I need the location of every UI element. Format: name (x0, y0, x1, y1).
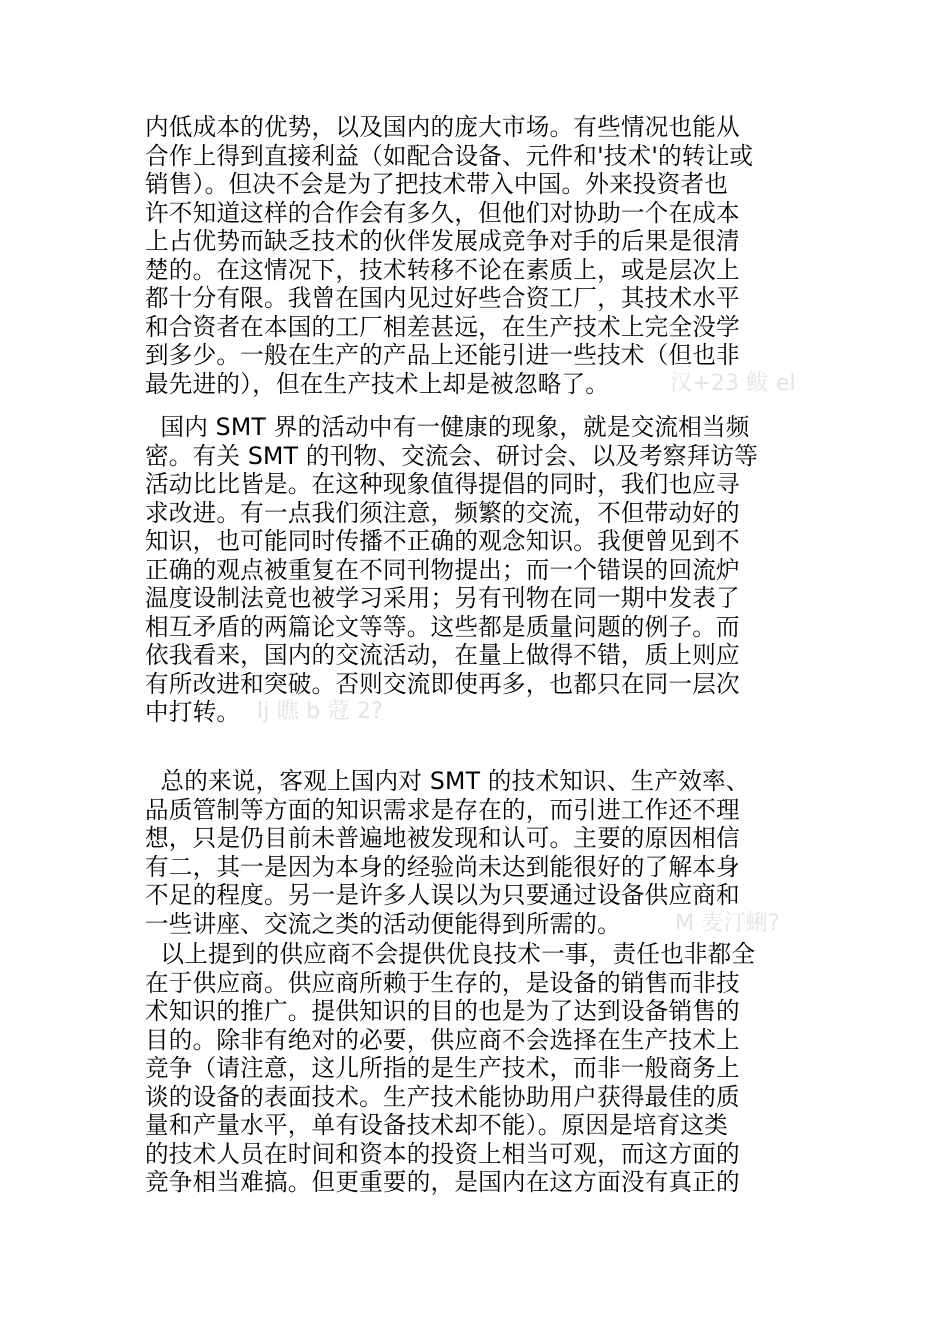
faint-watermark-text: lj 瞧 b 蒄 2? (257, 699, 384, 724)
paragraph-3 (145, 767, 809, 938)
paragraph-line: 以上提到的供应商不会提供优良技术一事，责任也非都全 (145, 940, 756, 968)
paragraph-line: 内低成本的优势，以及国内的庞大市场。有些情况也能从 (145, 113, 740, 141)
paragraph-line: 不足的程度。另一是许多人误以为只要通过设备供应商和 (145, 881, 740, 909)
paragraph-line: 许不知道这样的合作会有多久，但他们对协助一个在成本 (145, 198, 740, 227)
paragraph-4 (145, 940, 809, 1197)
paragraph-line: 竞争相当难搞。但更重要的，是国内在这方面没有真正的 (145, 1168, 740, 1196)
paragraph-line: 有二，其一是因为本身的经验尚未达到能很好的了解本身 (145, 852, 740, 881)
paragraph-line: 正确的观点被重复在不同刊物提出；而一个错误的回流炉 (145, 555, 740, 584)
paragraph-line: 温度设制法竟也被学习采用；另有刊物在同一期中发表了 (145, 584, 740, 612)
paragraph-line: 都十分有限。我曾在国内见过好些合资工厂，其技术水平 (145, 284, 740, 312)
paragraph-line: 术知识的推广。提供知识的目的也是为了达到设备销售的 (145, 997, 740, 1025)
paragraph-line: 相互矛盾的两篇论文等等。这些都是质量问题的例子。而 (145, 612, 740, 641)
paragraph-line: 活动比比皆是。在这种现象值得提倡的同时，我们也应寻 (145, 470, 740, 498)
paragraph-line: 最先进的），但在生产技术上却是被忽略了。 (145, 369, 610, 398)
paragraph-line: 品质管制等方面的知识需求是存在的，而引进工作还不理 (145, 795, 740, 824)
paragraph-line: 密。有关 SMT 的刊物、交流会、研讨会、以及考察拜访等 (145, 441, 758, 470)
paragraph-line: 到多少。一般在生产的产品上还能引进一些技术（但也非 (145, 341, 740, 369)
paragraph-line: 依我看来，国内的交流活动，在量上做得不错，质上则应 (145, 641, 740, 669)
paragraph-line: 有所改进和突破。否则交流即使再多，也都只在同一层次 (145, 669, 740, 698)
faint-watermark-text: 汉+23 鲅 el (670, 370, 796, 396)
paragraph-line: 谈的设备的表面技术。生产技术能协助用户获得最佳的质 (145, 1082, 740, 1111)
paragraph-last-line (145, 370, 809, 399)
paragraph-line: 的技术人员在时间和资本的投资上相当可观，而这方面的 (145, 1139, 740, 1168)
paragraph-line: 总的来说，客观上国内对 SMT 的技术知识、生产效率、 (145, 767, 750, 795)
paragraph-line: 目的。除非有绝对的必要，供应商不会选择在生产技术上 (145, 1025, 740, 1054)
paragraph-line: 求改进。有一点我们须注意，频繁的交流，不但带动好的 (145, 498, 740, 527)
paragraph-line: 楚的。在这情况下，技术转移不论在素质上，或是层次上 (145, 255, 740, 284)
paragraph-line: 知识，也可能同时传播不正确的观念知识。我便曾见到不 (145, 527, 740, 555)
paragraph-line: 在于供应商。供应商所赖于生存的，是设备的销售而非技 (145, 968, 740, 997)
paragraph-line: 量和产量水平，单有设备技术却不能）。原因是培育这类 (145, 1111, 729, 1139)
paragraph-line: 国内 SMT 界的活动中有一健康的现象，就是交流相当频 (145, 413, 750, 441)
paragraph-line: 竞争（请注意，这儿所指的是生产技术，而非一般商务上 (145, 1054, 740, 1082)
paragraph-1 (145, 113, 809, 398)
paragraph-2 (145, 413, 809, 727)
paragraph-line: 一些讲座、交流之类的活动便能得到所需的。 (145, 909, 621, 938)
paragraph-line: 销售）。但决不会是为了把技术带入中国。外来投资者也 (145, 170, 729, 198)
paragraph-line: 和合资者在本国的工厂相差甚远，在生产技术上完全没学 (145, 312, 740, 341)
paragraph-line: 想，只是仍目前未普遍地被发现和认可。主要的原因相信 (145, 824, 740, 852)
paragraph-last-line (145, 698, 809, 727)
paragraph-line: 中打转。 (145, 698, 241, 726)
faint-watermark-text: M 麦汀蜊? (675, 910, 780, 936)
paragraph-line: 上占优势而缺乏技术的伙伴发展成竞争对手的后果是很清 (145, 227, 740, 255)
paragraph-last-line (145, 910, 809, 939)
paragraph-line: 合作上得到直接利益（如配合设备、元件和'技术'的转让或 (145, 141, 754, 170)
